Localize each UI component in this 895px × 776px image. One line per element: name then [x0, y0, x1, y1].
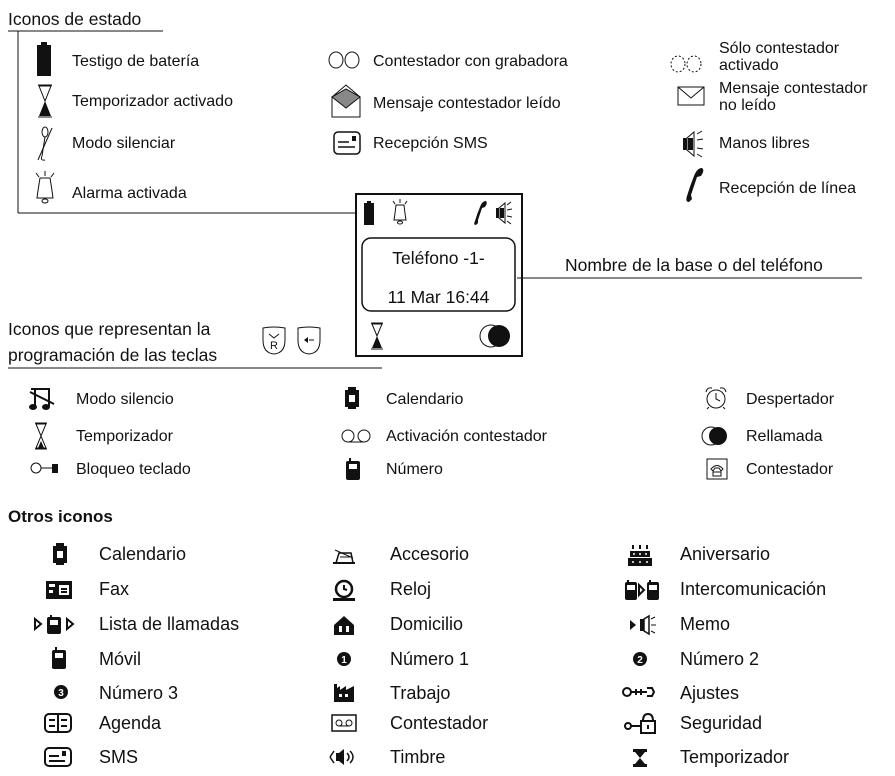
number-3-icon: [53, 684, 69, 700]
keys-label-calendar: Calendario: [386, 391, 464, 408]
calendar-icon: [345, 387, 359, 409]
display-redial-icon: [479, 323, 511, 349]
mobile-icon: [52, 647, 66, 669]
other-col2-4: Trabajo: [390, 683, 451, 703]
status-label-timer: Temporizador activado: [72, 93, 233, 110]
keys-label-alarm-clock: Despertador: [746, 391, 835, 408]
other-col1-6: SMS: [99, 747, 139, 767]
other-col3-6: Temporizador: [680, 747, 790, 767]
dotted-tape-icon: [670, 55, 702, 73]
ringer-icon: [329, 748, 359, 766]
svg-text:1: 1: [341, 655, 347, 666]
work-icon: [333, 684, 355, 702]
handset-icon: [683, 166, 705, 204]
other-col2-1: Reloj: [390, 579, 432, 599]
other-col3-4: Ajustes: [680, 683, 740, 703]
status-label-mute: Modo silenciar: [72, 135, 176, 152]
other-col3-5: Seguridad: [680, 713, 763, 733]
status-heading: Iconos de estado: [8, 9, 142, 29]
home-icon: [333, 615, 355, 635]
keys-label-redial: Rellamada: [746, 428, 823, 445]
display-speaker-icon: [495, 201, 513, 225]
svg-text:2: 2: [637, 655, 643, 666]
keys-timer-icon: [35, 422, 47, 450]
silent-mode-icon: [29, 386, 55, 412]
fax-icon: [46, 581, 72, 599]
key-menu-icon: [296, 326, 322, 356]
other-col2-2: Domicilio: [390, 614, 464, 634]
security-icon: [624, 712, 656, 734]
phonebook-icon: [44, 713, 72, 733]
other-col1-5: Agenda: [99, 713, 162, 733]
other-col2-6: Timbre: [390, 747, 446, 767]
keys-label-timer: Temporizador: [76, 428, 173, 445]
other-col3-3: Número 2: [680, 649, 760, 669]
mute-mic-icon: [36, 126, 54, 162]
other-col2-0: Accesorio: [390, 544, 470, 564]
intercom-icon: [625, 579, 659, 601]
status-label-battery: Testigo de batería: [72, 53, 200, 70]
memo-icon: [629, 615, 657, 635]
other-col1-1: Fax: [99, 579, 130, 599]
key-lock-icon: [30, 460, 60, 476]
other-col3-1: Intercomunicación: [680, 579, 827, 599]
call-list-icon: [34, 613, 84, 635]
other-col1-4: Número 3: [99, 683, 179, 703]
alarm-clock-icon: [704, 386, 728, 410]
anniversary-icon: [627, 545, 653, 567]
mobile-icon: [346, 458, 360, 480]
keys-label-tape: Activación contestador: [386, 428, 547, 445]
sms-icon: [333, 131, 361, 155]
status-label-handset: Recepción de línea: [719, 180, 856, 197]
answering-icon: [331, 714, 357, 732]
number-2-icon: [632, 651, 648, 667]
key-r-letter: R: [270, 340, 278, 352]
status-label-dotted-tape: Sólo contestador activado: [719, 40, 840, 74]
other-col3-0: Aniversario: [680, 544, 771, 564]
other-col3-2: Memo: [680, 614, 731, 634]
display-line2: 11 Mar 16:44: [387, 287, 490, 307]
keys-label-silent: Modo silencio: [76, 391, 174, 408]
other-col1-3: Móvil: [99, 649, 142, 669]
battery-icon: [37, 42, 51, 76]
status-label-alarm: Alarma activada: [72, 185, 187, 202]
display-name-label: Nombre de la base o del teléfono: [565, 255, 823, 275]
display-keys-label-1: Iconos que representan la: [8, 319, 211, 339]
speaker-icon: [682, 130, 704, 158]
settings-icon: [622, 685, 656, 699]
sms-icon: [44, 747, 72, 767]
alarm-bell-icon: [33, 170, 57, 204]
timer-icon: [38, 84, 52, 118]
redial-icon: [701, 426, 729, 446]
other-heading: Otros iconos: [8, 507, 113, 526]
status-label-speaker: Manos libres: [719, 135, 810, 152]
status-label-envelope: Mensaje contestador no leído: [719, 80, 868, 114]
other-col2-3: Número 1: [390, 649, 470, 669]
display-battery-icon: [364, 201, 374, 225]
status-label-read-message: Mensaje contestador leído: [373, 95, 561, 112]
display-handset-icon: [472, 200, 488, 226]
status-label-tape: Contestador con grabadora: [373, 53, 568, 70]
read-message-icon: [331, 84, 361, 118]
display-line1: Teléfono -1-: [392, 248, 485, 268]
other-col1-0: Calendario: [99, 544, 187, 564]
tape-icon: [328, 51, 360, 69]
svg-text:3: 3: [58, 688, 64, 699]
timer-icon: [633, 749, 647, 767]
accessory-icon: [331, 549, 357, 565]
number-1-icon: [336, 651, 352, 667]
keys-label-lock: Bloqueo teclado: [76, 461, 191, 478]
status-label-sms: Recepción SMS: [373, 135, 488, 152]
envelope-icon: [677, 86, 705, 106]
display-timer-icon: [371, 322, 383, 350]
keys-tape-icon: [341, 429, 371, 443]
other-col2-5: Contestador: [390, 713, 489, 733]
answering-machine-icon: [706, 458, 728, 480]
calendar-icon: [53, 543, 67, 565]
display-keys-label-2: programación de las teclas: [8, 345, 218, 365]
keys-label-answering: Contestador: [746, 461, 834, 478]
keys-label-mobile: Número: [386, 461, 443, 478]
other-col1-2: Lista de llamadas: [99, 614, 240, 634]
display-alarm-icon: [391, 199, 409, 225]
clock-icon: [332, 580, 356, 602]
